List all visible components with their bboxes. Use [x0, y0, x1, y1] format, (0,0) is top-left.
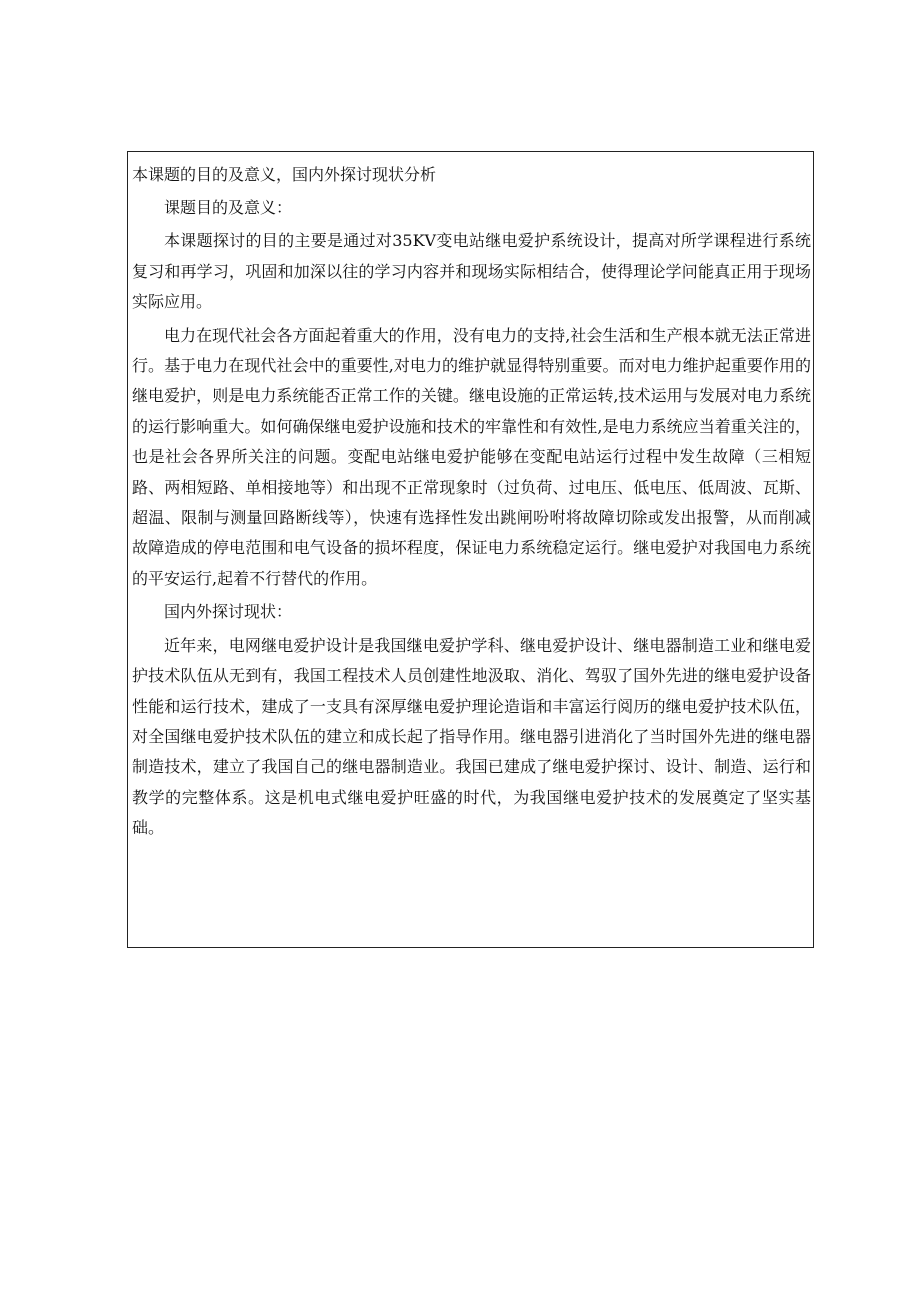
- subheading-status: 国内外探讨现状：: [164, 602, 293, 622]
- paragraph-purpose-2: 电力在现代社会各方面起着重大的作用，没有电力的支持,社会生活和生产根本就无法正常进行。基于电力在现代社会中的重要性,对电力的维护就显得特别重要。而对电力维护起重要作用的继电爱护，则是电力系统能否正常工作的关键。继电设施的正常运转,技术运用与发展对电力系统的运行影响重大。如何确保继电爱护设施和技术的牢靠性和有效性,是电力系统应当着重关注的，也是社会各界所关注的问题。变配电站继电爱护能够在变配电站运行过程中发生故障（三相短路、两相短路、单相接地等）和出现不正常现象时（过负荷、过电压、低电压、低周波、瓦斯、超温、限制与测量回路断线等），快速有选择性发出跳闸吩咐将故障切除或发出报警，从而削减故障造成的停电范围和电气设备的损坏程度，保证电力系统稳定运行。继电爱护对我国电力系统的平安运行,起着不行替代的作用。: [132, 325, 811, 588]
- section-heading: 本课题的目的及意义，国内外探讨现状分析: [132, 165, 437, 184]
- paragraph-purpose-1: 本课题探讨的目的主要是通过对35KV变电站继电爱护系统设计，提高对所学课程进行系统复习和再学习，巩固和加深以往的学习内容并和现场实际相结合，使得理论学问能真正用于现场实际应用。: [132, 231, 811, 312]
- content-box: [127, 151, 814, 948]
- subheading-purpose: 课题目的及意义：: [164, 198, 293, 217]
- paragraph-status-1: 近年来，电网继电爱护设计是我国继电爱护学科、继电爱护设计、继电器制造工业和继电爱护技术队伍从无到有，我国工程技术人员创建性地汲取、消化、驾驭了国外先进的继电爱护设备性能和运行技术，建成了一支具有深厚继电爱护理论造诣和丰富运行阅历的继电爱护技术队伍，对全国继电爱护技术队伍的建立和成长起了指导作用。继电器引进消化了当时国外先进的继电器制造技术，建立了我国自己的继电器制造业。我国已建成了继电爱护探讨、设计、制造、运行和教学的完整体系。这是机电式继电爱护旺盛的时代，为我国继电爱护技术的发展奠定了坚实基础。: [132, 635, 811, 838]
